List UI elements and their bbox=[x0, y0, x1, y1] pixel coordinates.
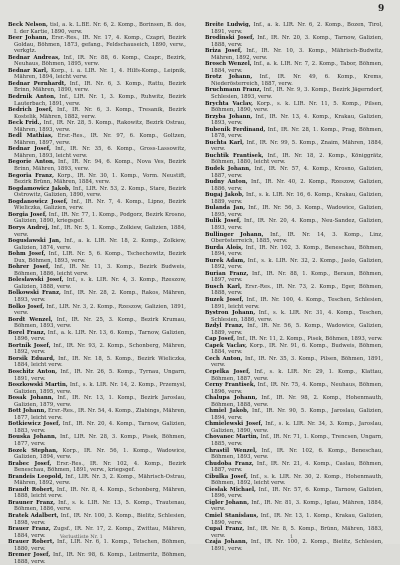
casualty-entry bbox=[8, 317, 186, 330]
casualty-entry bbox=[8, 304, 186, 317]
entry-name: Bortnik Josef, bbox=[8, 342, 51, 349]
entry-name: Bolkowski Franz, bbox=[8, 290, 61, 297]
casualty-entry bbox=[8, 290, 186, 303]
casualty-entry bbox=[205, 526, 383, 539]
entry-details: Inf., IR. Nr. 8, 5. Komp., Brünn, Mähren, 1883, verw. bbox=[211, 526, 384, 539]
entry-name: Budny Anton, bbox=[205, 179, 248, 186]
casualty-entry bbox=[205, 487, 383, 500]
casualty-entry bbox=[205, 382, 383, 395]
entry-name: Burian Franz, bbox=[205, 270, 249, 277]
entry-name: Czaja Johann, bbox=[205, 539, 248, 546]
entry-name: Burda Alois, bbox=[205, 244, 244, 251]
casualty-entry bbox=[8, 238, 186, 251]
casualty-entry bbox=[205, 22, 383, 35]
entry-name: Briza Josef, bbox=[205, 48, 243, 55]
entry-details: Inf., IR. Nr. 18, 5. Komp., Bezirk Wieliczka, 1884, leicht verw. bbox=[14, 355, 187, 369]
casualty-entry bbox=[8, 552, 186, 565]
entry-name: Brauer Robert, bbox=[8, 539, 55, 546]
entry-details: Inf., IR. Nr. 102, 3. Komp., Beneschau, Böhmen, 1894, verw. bbox=[211, 244, 383, 258]
entry-details: Ersr.-Res., IR. Nr. 97, 6. Komp., Goltzen, Mähren, 1897, verw. bbox=[14, 133, 187, 146]
entry-details: Inf., IR. Nr. 99, 5. Komp., Znaim, Mähren, 1884, verw. bbox=[211, 139, 383, 153]
entry-details: Inf., s. k. LIR. Nr. 31, 4. Komp., Teschen, Schlesien, 1886, verw. bbox=[211, 310, 384, 323]
casualty-entry bbox=[8, 133, 186, 146]
entry-details: Korp., s. k. LIR. Nr. 11, 5. Komp., Pilsen, Böhmen, 1890, verw. bbox=[211, 100, 384, 114]
entry-name: Chudoba Franz, bbox=[205, 460, 254, 467]
entry-details: Inf., IR. Nr. 25, 3. Komp., Bezirk Krumau, Böhmen, 1893, verw. bbox=[14, 316, 187, 330]
entry-details: Inf., IR. Nr. 100, 2. Komp., Bielitz, Schlesien, 1891, verw. bbox=[211, 539, 384, 552]
entry-details: Inf., s. k. LIR. Nr. 29, 1. Komp., Klattau, Böhmen, 1887, verw. bbox=[211, 368, 383, 382]
entry-name: Brotz Johann, bbox=[205, 74, 253, 81]
casualty-entry bbox=[205, 35, 383, 48]
entry-details: Zugsf., IR. Nr. 17, 2. Komp., Zwittau, Mähren, 1884, verw. bbox=[14, 526, 186, 539]
casualty-entry bbox=[8, 500, 186, 513]
entry-name: Buchtik Frantisek, bbox=[205, 152, 264, 159]
entry-name: Begorie Anton, bbox=[8, 159, 55, 166]
entry-name: Brauer Franz, bbox=[8, 526, 51, 533]
entry-name: Bednar Andreas, bbox=[8, 54, 61, 61]
entry-details: Inf., LIR. Nr. 5, 6. Komp., Tschechowitz, Bezirk Dux, Böhmen, 1893, verw. bbox=[14, 251, 187, 264]
casualty-entry bbox=[8, 22, 186, 35]
casualty-entry bbox=[8, 55, 186, 68]
entry-name: Bednar Pernhardt, bbox=[8, 80, 67, 87]
casualty-entry bbox=[205, 245, 383, 258]
casualty-entry bbox=[8, 356, 186, 369]
entry-details: Inf., IR. Nr. 98, 2. Komp., Hohenmauth, Böhmen, 1888, verw. bbox=[211, 395, 384, 408]
entry-name: Bogdanowicz Josef, bbox=[8, 198, 68, 205]
entry-name: Cepelka Josef, bbox=[205, 368, 251, 375]
casualty-entry bbox=[205, 232, 383, 245]
casualty-entry bbox=[205, 421, 383, 434]
casualty-entry bbox=[8, 421, 186, 434]
casualty-entry bbox=[205, 395, 383, 408]
entry-name: Bordt Wenzel, bbox=[8, 316, 53, 323]
footer-left-note: Verlustliste Nr. 1 bbox=[60, 534, 103, 540]
casualty-entry bbox=[205, 284, 383, 297]
entry-name: Brosch Wenzel, bbox=[205, 61, 252, 68]
entry-details: Inf., IR. Nr. 28, 2. Komp., Rakos, Mähren, 1893, verw. bbox=[14, 290, 187, 303]
entry-details: Inf., IR. Nr. 13, 1. Komp., Krakau, Galizien, 1890, verw. bbox=[211, 513, 384, 526]
entry-name: Bystron Johann, bbox=[205, 310, 256, 317]
casualty-entry bbox=[205, 153, 383, 166]
entry-details: Inf., s. k. LIR. Nr. 16, 6. Komp., Krakau, Galizien, 1889, verw. bbox=[211, 192, 384, 205]
casualty-entry bbox=[8, 330, 186, 343]
entry-name: Borys Andrej, bbox=[8, 224, 50, 231]
entry-details: Inf., IR. Nr. 13, 1. Komp., Bezirk Jaroslau, Galizien, 1879, verw. bbox=[14, 395, 186, 408]
entry-details: Inf., IR. Nr. 14, 3. Komp., Linz, Oberösterreich, 1885, verw. bbox=[211, 231, 383, 245]
casualty-entry bbox=[205, 218, 383, 231]
casualty-entry bbox=[8, 277, 186, 290]
casualty-entry bbox=[8, 539, 186, 552]
entry-details: Inf., a. k. LIR. Nr. 18, 2. Komp., Zolkiew, Galizien, 1874, verw. bbox=[14, 238, 186, 251]
casualty-entry bbox=[205, 271, 383, 284]
entry-details: Inf., IR. Nr. 26, 5. Komp., Tyrnau, Ungarn, 1891, verw. bbox=[14, 368, 187, 382]
entry-name: Bogdamowicz Jakob, bbox=[8, 185, 71, 192]
entry-name: Boszkowski Martin, bbox=[8, 382, 68, 389]
entry-details: Inf., IR. Nr. 6, 3. Komp., Tresanik, Bezirk Kostelik, Mähren, 1882, verw. bbox=[14, 107, 186, 120]
entry-details: Korp., i. a. LIR. Nr. 1, 4. Hilfs-Komp., Leipnik, Mähren, 1894, leicht verw. bbox=[14, 67, 186, 81]
casualty-entry bbox=[8, 199, 186, 212]
entry-name: Beer Johann, bbox=[8, 35, 49, 42]
entry-name: Buchta Karl, bbox=[205, 139, 245, 146]
entry-name: Bruchmann Franz, bbox=[205, 87, 262, 94]
entry-name: Bugaj Jakob, bbox=[205, 192, 244, 199]
casualty-entry bbox=[8, 81, 186, 94]
entry-details: Inf., IR. Nr. 71, 1. Komp., Trencsen, Ungarn, 1885, verw. bbox=[211, 434, 383, 447]
entry-details: Inf., IR. Nr. 10, 3. Komp., Mährisch-Budwitz, Mähren, 1892, verw. bbox=[211, 48, 384, 61]
entry-details: Ersr.-Res., IR. Nr. 73, 2. Komp., Eger, Böhmen, 1888, verw. bbox=[211, 283, 384, 297]
entry-name: Cigler Johann, bbox=[205, 499, 249, 506]
casualty-entry bbox=[205, 127, 383, 140]
casualty-entry bbox=[205, 179, 383, 192]
casualty-entry bbox=[205, 310, 383, 323]
entry-name: Beck Nelson, bbox=[8, 22, 48, 28]
entry-name: Cap Josef, bbox=[205, 336, 236, 343]
entry-details: Inf., IR. Nr. 56, 3. Komp., Wadowice, Galizien, 1895, verw. bbox=[211, 205, 383, 218]
entry-name: Bouska Johann, bbox=[8, 434, 57, 441]
entry-name: Bratek Adalbert, bbox=[8, 513, 59, 520]
entry-name: Bzdyl Franz, bbox=[205, 323, 244, 330]
entry-details: tisl, a. k. L.BE. Nr. 6, 2. Komp., Borinsen, B. dos, I. der Kartie, 1890, verw. bbox=[14, 22, 187, 35]
casualty-entry bbox=[205, 258, 383, 271]
entry-name: Capek Vaclav, bbox=[205, 342, 248, 349]
casualty-entry bbox=[205, 192, 383, 205]
entry-name: Bosak Johann, bbox=[8, 395, 54, 402]
entry-details: Ersr.-Res., IR. Nr. 102, 4. Komp., Bezirk Beneschau, Böhmen, 1891, verw., kriegsgef. bbox=[14, 460, 187, 474]
entry-details: Inf., IR. Nr. 35, 3. Komp., Pilsen, Böhmen, 1891, verw. bbox=[211, 355, 383, 369]
entry-details: Inf., LIR. Nr. 28, 3. Komp., Pisek, Böhmen, 1877, verw. bbox=[14, 434, 187, 447]
entry-name: Bohrer Josef, bbox=[8, 264, 51, 271]
entry-details: Ersr.-Res., IR. Nr. 54, 4. Komp., Zlabings, Mähren, 1877, leicht verw. bbox=[14, 408, 187, 421]
entry-name: Cerny Frantisek, bbox=[205, 382, 256, 389]
casualty-entry bbox=[8, 343, 186, 356]
entry-details: Inf., IR. Nr. 57, 6. Komp., Tarnow, Galizien, 1896, verw. bbox=[211, 486, 384, 500]
entry-name: Breite Ludwig, bbox=[205, 22, 251, 28]
entry-details: Inf., IR. Nr. 77, 1. Komp., Podgorz, Bezirk Krosno, Galizien, 1890, kriegsgef. bbox=[14, 211, 187, 225]
entry-name: Botkiewicz Josef, bbox=[8, 421, 61, 428]
casualty-entry bbox=[8, 474, 186, 487]
entry-details: Inf., IR. Nr. 11, 3. Komp., Bezirk Budweis, Böhmen, 1886, leicht verw. bbox=[14, 264, 187, 277]
entry-name: Borel Franz, bbox=[8, 329, 46, 336]
casualty-entry bbox=[205, 48, 383, 61]
entry-details: Inf., a. k. LIR. Nr. 6, 2. Komp., Bozen, Tirol, 1891, verw. bbox=[211, 22, 383, 35]
entry-details: Inf., LIR. Nr. 3, 2. Komp., Rzeszow, Galizien, 1891, verw. bbox=[14, 303, 186, 317]
entry-name: Buzek Josef, bbox=[205, 296, 244, 303]
casualty-entry bbox=[205, 61, 383, 74]
casualty-entry bbox=[8, 448, 186, 461]
entry-details: Korp., IR. Nr. 91, 6. Komp., Budweis, Böhmen, 1884, verw. bbox=[211, 342, 383, 356]
entry-details: Inf., LIR. Nr. 1, 3. Komp., Ruhwitz, Bezirk Lauterbach, 1891, verw. bbox=[14, 94, 187, 107]
entry-details: Inf., IR. Nr. 94, 6. Komp., Nova Ves, Bezirk Brinn, Mähren, 1893, verw. bbox=[14, 159, 187, 173]
entry-name: Chovanec Martin, bbox=[205, 434, 259, 441]
casualty-entry bbox=[8, 264, 186, 277]
casualty-entry bbox=[205, 408, 383, 421]
entry-details: Ersr.-Res., IR. Nr. 17, 4. Komp., Czapri, Bezirk Goldau, Böhmen, 1873, gefang., Feldschauseich, 1890, verw., verkgtz. bbox=[14, 35, 187, 55]
entry-name: Bozek Stephan, bbox=[8, 447, 58, 454]
casualty-entry bbox=[205, 297, 383, 310]
casualty-entry bbox=[205, 434, 383, 447]
entry-name: Cieslak Michael, bbox=[205, 486, 256, 493]
entry-name: Burek Adam, bbox=[205, 257, 246, 264]
entry-details: Inf., IR. Nr. 28, 1. Komp., Prag, Böhmen, 1878, verw. bbox=[211, 126, 383, 140]
entry-name: Boschitz Anton, bbox=[8, 368, 58, 375]
entry-details: Inf., IR. Nr. 57, 4. Komp., Krosno, Galizien, 1887, verw. bbox=[211, 166, 384, 179]
left-column bbox=[8, 22, 186, 565]
entry-name: Bulanda Jan, bbox=[205, 205, 246, 212]
casualty-entry bbox=[8, 68, 186, 81]
casualty-entry bbox=[8, 107, 186, 120]
casualty-entry bbox=[8, 487, 186, 500]
page-number: 9 bbox=[378, 4, 385, 14]
entry-name: Bedl Mathias, bbox=[8, 133, 53, 140]
entry-name: Bohm Josef, bbox=[8, 251, 46, 258]
casualty-entry bbox=[205, 323, 383, 336]
entry-name: Budek Johann, bbox=[205, 166, 252, 173]
entry-details: Inf., IR. Nr. 8, 4. Komp., Schonberg, Mähren, 1888, leicht verw. bbox=[14, 486, 187, 500]
entry-name: Bott Johann, bbox=[8, 408, 47, 415]
entry-details: Inf., IR. Nr. 20, 4. Komp., Neu-Sandez, Galizien, 1893, verw. bbox=[211, 218, 383, 231]
entry-details: Inf., IR. Nr. 35, 6. Komp., Gross-Lassowitz, Mähren, 1893, leicht verw. bbox=[14, 146, 186, 159]
entry-details: Inf., LIR. Nr. 6, 1. Komp., Tetschen, Böhmen, 1880, verw. bbox=[14, 539, 187, 552]
entry-name: Chrastil Wenzel, bbox=[205, 447, 258, 454]
entry-name: Cmiel Stanislaus, bbox=[205, 513, 259, 520]
casualty-entry bbox=[8, 461, 186, 474]
entry-details: Inf., LIR. Nr. 53, 2. Komp., Stare, Bezirk Ostrowitz, Galizien, 1890, verw. bbox=[14, 185, 186, 199]
entry-details: Inf., IR. Nr. 7, 4. Komp., Lipno, Bezirk Wieliczka, Galizien, verw. bbox=[14, 198, 187, 212]
entry-details: Korp., IR. Nr. 56, 1. Komp., Wadowice, Galizien, 1894, verw. bbox=[14, 447, 186, 461]
casualty-entry bbox=[205, 205, 383, 218]
entry-details: Inf., IR. Nr. 21, 4. Komp., Caslau, Böhmen, 1887, verw. bbox=[211, 460, 384, 474]
entry-name: Bremer Josef, bbox=[8, 552, 51, 559]
entry-name: Brodinski Josef, bbox=[205, 35, 255, 42]
entry-name: Bednar Josef, bbox=[8, 146, 51, 153]
casualty-entry bbox=[8, 408, 186, 421]
entry-details: Inf., s. k. LIR. Nr. 30, 2. Komp., Hohenmauth, Böhmen, 1892, leicht verw. bbox=[211, 473, 383, 487]
entry-name: Brabec Josef, bbox=[8, 460, 52, 467]
casualty-entry bbox=[205, 101, 383, 114]
entry-name: Cupal Franz, bbox=[205, 526, 245, 533]
casualty-entry bbox=[8, 225, 186, 238]
entry-details: Inf., IR. Nr. 90, 5. Komp., Jaroslau, Galizien, 1894, verw. bbox=[211, 408, 383, 421]
entry-details: Inf., a. k. LIR. Nr. 7, 2. Komp., Tabor, Böhmen, 1884, verw. bbox=[211, 61, 383, 74]
entry-details: Inf., s. k. LIR. Nr. 34, 3. Komp., Jaroslau, Galizien, 1890, verw. bbox=[211, 421, 383, 434]
casualty-entry bbox=[8, 186, 186, 199]
casualty-entry bbox=[205, 500, 383, 513]
entry-details: Inf., IR. Nr. 93, 2. Komp., Schonberg, Mähren, 1892, verw. bbox=[14, 342, 186, 356]
entry-details: Inf., IR. Nr. 13, 4. Komp., Krakau, Galizien, 1893, verw. bbox=[211, 113, 384, 127]
entry-details: Inf., IR. Nr. 102, 6. Komp., Beneschau, Böhmen, 1893, verw. bbox=[211, 447, 383, 461]
entry-name: Bedrnik Anton, bbox=[8, 94, 56, 101]
entry-details: Inf., s. k. LIR. Nr. 32, 2. Komp., Jaslo, Galizien, 1892, verw. bbox=[211, 257, 384, 271]
casualty-entry bbox=[8, 146, 186, 159]
entry-details: Inf., IR. Nr. 18, 2. Komp., Königgrätz, Böhmen, 1880, leicht verw. bbox=[211, 152, 383, 166]
entry-name: Boguslawski Jan, bbox=[8, 238, 61, 245]
right-column bbox=[205, 22, 383, 552]
entry-name: Begoria Franz, bbox=[8, 172, 55, 179]
entry-name: Brzyba Johann, bbox=[205, 113, 253, 120]
casualty-entry bbox=[205, 74, 383, 87]
casualty-entry bbox=[8, 159, 186, 172]
entry-name: Boleslawski Josef, bbox=[8, 277, 64, 284]
casualty-entry bbox=[205, 343, 383, 356]
entry-details: Inf., IR. Nr. 75, 4. Komp., Neuhaus, Böhmen, 1896, verw. bbox=[211, 382, 383, 395]
entry-details: Inf., s. k. LIR. Nr. 4, 3. Komp., Rzeszow, Galizien, 1888, verw. bbox=[14, 277, 187, 290]
casualty-entry bbox=[205, 513, 383, 526]
casualty-entry bbox=[8, 251, 186, 264]
entry-details: Inf., IR. Nr. 11, 2. Komp., Pisek, Böhmen, 1893, verw. bbox=[236, 336, 383, 343]
casualty-entry bbox=[205, 539, 383, 552]
entry-details: Inf., IR. Nr. 100, 4. Komp., Teschen, Schlesien, 1891, leicht verw. bbox=[211, 296, 384, 310]
entry-details: Inf., IR. Nr. 81, 3. Komp., Iglau, Mähren, 1884, verw. bbox=[211, 499, 384, 513]
entry-details: Inf., IR. Nr. 20, 4. Komp., Tarnow, Galizien, 1883, verw. bbox=[14, 421, 187, 434]
entry-details: Korp., IR. Nr. 30, 1. Komp., Vorm. Neustift, Bezirk Brünn, Mähren, 1884, verw. bbox=[14, 172, 187, 186]
casualty-entry bbox=[205, 461, 383, 474]
entry-details: Inf., IR. Nr. 5, 1. Komp., Zolkiew, Galizien, 1884, verw. bbox=[14, 224, 186, 238]
entry-name: Brauner Franz, bbox=[8, 499, 56, 506]
casualty-entry bbox=[205, 114, 383, 127]
entry-details: Inf., IR. Nr. 9, 3. Komp., Bezirk Jägerndorf, Schlesien, 1893, verw. bbox=[211, 87, 383, 101]
entry-details: Inf., s. k. LIR. Nr. 14, 2. Komp., Przemysl, Galizien, 1895, verw. bbox=[14, 382, 186, 395]
entry-name: Busch Karl, bbox=[205, 283, 242, 290]
entry-details: Inf., s. k. LIR. Nr. 13, 5. Komp., Trautenau, Böhmen, 1886, verw. bbox=[14, 499, 187, 513]
entry-name: Cech Anton, bbox=[205, 355, 243, 362]
casualty-entry bbox=[8, 369, 186, 382]
casualty-entry bbox=[205, 356, 383, 369]
casualty-entry bbox=[8, 94, 186, 107]
casualty-entry bbox=[8, 382, 186, 395]
casualty-entry bbox=[205, 140, 383, 153]
entry-name: Brychta Vaclav, bbox=[205, 100, 254, 107]
casualty-entry bbox=[8, 395, 186, 408]
casualty-entry bbox=[8, 212, 186, 225]
entry-details: Inf., IR. Nr. 98, 6. Komp., Leitmeritz, Böhmen, 1888, verw. bbox=[14, 552, 187, 565]
entry-name: Beck Frid., bbox=[8, 120, 42, 127]
entry-details: Inf., LIR. Nr. 3, 2. Komp., Mährisch-Ostrau, Mähren, 1892, verw. bbox=[14, 473, 187, 487]
entry-name: Borgia Josef, bbox=[8, 211, 47, 218]
entry-details: Inf., IR. Nr. 28, 5. Komp., Rakowitz, Bezirk Ostrau, Mähren, 1893, verw. bbox=[14, 120, 186, 133]
entry-name: Brandt Robert, bbox=[8, 486, 55, 493]
casualty-entry bbox=[8, 173, 186, 186]
entry-name: Bullinger Johann, bbox=[205, 231, 264, 238]
entry-name: Bulik Josef, bbox=[205, 218, 242, 225]
entry-details: Inf., a. k. LIR. Nr. 13, 6. Komp., Tarnow, Galizien, 1896, verw. bbox=[14, 329, 186, 343]
entry-name: Chalupa Johann, bbox=[205, 395, 258, 402]
casualty-entry bbox=[205, 87, 383, 100]
entry-details: Inf., IR. Nr. 49, 6. Komp., Krems, Niederösterreich, 1887, verw. bbox=[211, 74, 383, 87]
casualty-entry bbox=[8, 35, 186, 55]
entry-details: Inf., IR. Nr. 6, 3. Komp., Rattu, Bezirk Brinn, Mähren, 1890, verw. bbox=[14, 80, 186, 94]
entry-details: Inf., IR. Nr. 56, 5. Komp., Wadowice, Galizien, 1889, verw. bbox=[211, 323, 383, 336]
entry-name: Chmielewski Josef, bbox=[205, 421, 263, 428]
entry-details: Inf., IR. Nr. 100, 3. Komp., Bielitz, Schlesien, 1898, verw. bbox=[14, 513, 187, 526]
entry-details: Inf., IR. Nr. 20, 3. Komp., Tarnow, Galizien, 1888, verw. bbox=[211, 35, 384, 48]
casualty-entry bbox=[8, 513, 186, 526]
entry-details: Inf., IR. Nr. 88, 6. Komp., Czapr., Bezirk, Neuhaus, Böhmen, 1895, verw. bbox=[14, 54, 186, 68]
entry-name: Cibulka Josef, bbox=[205, 473, 248, 480]
casualty-entry bbox=[205, 166, 383, 179]
entry-name: Bolko Josef, bbox=[8, 303, 45, 310]
entry-name: Brandeis Leopold, bbox=[8, 473, 64, 480]
entry-details: Inf., IR. Nr. 40, 2. Komp., Rzeszow, Galizien, 1886, verw. bbox=[211, 179, 384, 192]
casualty-entry bbox=[205, 448, 383, 461]
casualty-entry bbox=[8, 120, 186, 133]
entry-details: Inf., IR. Nr. 88, 1. Komp., Beraun, Böhmen, 1897, verw. bbox=[211, 270, 384, 284]
entry-name: Chmiel Jakob, bbox=[205, 408, 249, 415]
casualty-entry bbox=[205, 369, 383, 382]
footer-right-note: 1 bbox=[290, 534, 294, 540]
entry-name: Bednar Karl, bbox=[8, 67, 48, 74]
entry-name: Borsik Eduard, bbox=[8, 355, 55, 362]
entry-name: Bedrich Josef, bbox=[8, 107, 53, 114]
casualty-entry bbox=[8, 434, 186, 447]
casualty-entry bbox=[205, 474, 383, 487]
entry-name: Bubenik Ferdinand, bbox=[205, 126, 266, 133]
